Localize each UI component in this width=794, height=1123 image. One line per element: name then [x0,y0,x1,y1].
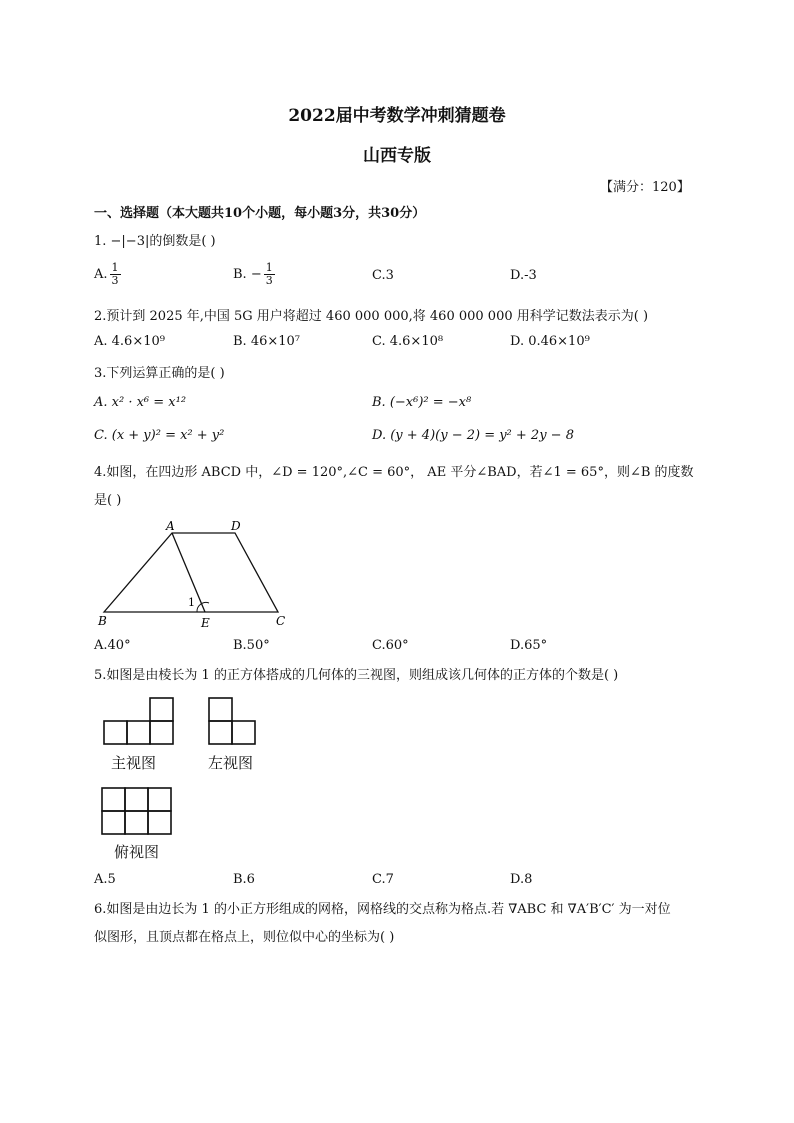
q3-option-b: B. (−x⁶)² = −x⁸ [372,395,472,410]
score-note: 【满分：120】 [600,180,690,195]
q5-option-a: A.5 [94,872,116,887]
q4-option-a: A.40° [94,638,131,653]
question-3-stem: 3.下列运算正确的是( ) [94,366,225,381]
front-view-figure [100,696,180,748]
q1-option-b-prefix: B. − [233,267,262,282]
q1-option-b [233,262,275,287]
q2-option-d: D. 0.46×10⁹ [510,334,590,349]
top-view-figure [98,785,178,837]
q1-b-denominator: 3 [265,274,273,287]
top-view-label: 俯视图 [114,843,160,861]
label-a: A [166,519,175,533]
label-angle-1: 1 [188,596,195,609]
left-view-label: 左视图 [208,754,254,772]
q3-option-a: A. x² · x⁶ = x¹² [94,395,187,410]
q1-a-numerator: 1 [111,261,119,274]
q5-option-c: C.7 [372,872,394,887]
q2-option-c: C. 4.6×10⁸ [372,334,444,349]
q2-option-a: A. 4.6×10⁹ [94,334,165,349]
left-view-figure [205,696,261,748]
label-b: B [98,614,107,628]
q5-option-b: B.6 [233,872,255,887]
q3-option-d: D. (y + 4)(y − 2) = y² + 2y − 8 [372,428,574,443]
q5-option-d: D.8 [510,872,533,887]
q1-option-a [94,262,121,287]
label-c: C [276,614,286,628]
question-4-stem-line1: 4.如图，在四边形 ABCD 中，∠D = 120°,∠C = 60°， AE 平分∠BAD，若∠1 = 65°，则∠B 的度数 [94,465,694,480]
q1-a-denominator: 3 [111,274,119,287]
question-6-stem-line1: 6.如图是由边长为 1 的小正方形组成的网格，网格线的交点称为格点.若 ∇ABC 和 ∇A′B′C′ 为一对位 [94,902,671,917]
q2-option-b: B. 46×10⁷ [233,334,301,349]
q1-b-numerator: 1 [265,261,273,274]
q4-option-c: C.60° [372,638,409,653]
question-6-stem-line2: 似图形，且顶点都在格点上，则位似中心的坐标为( ) [94,930,395,945]
question-1-stem: 1. −|−3|的倒数是( ) [94,234,216,249]
question-4-stem-line2: 是( ) [94,493,122,508]
q3-option-c: C. (x + y)² = x² + y² [94,428,225,443]
exam-subtitle: 山西专版 [363,146,431,166]
q4-option-b: B.50° [233,638,270,653]
q4-option-d: D.65° [510,638,548,653]
label-e: E [201,616,210,630]
quadrilateral-figure [94,515,294,630]
label-d: D [231,519,241,533]
exam-title: 2022届中考数学冲刺猜题卷 [288,106,506,126]
q1-option-d: D.-3 [510,268,537,283]
q1-option-c: C.3 [372,268,394,283]
front-view-label: 主视图 [111,754,157,772]
question-2-stem: 2.预计到 2025 年,中国 5G 用户将超过 460 000 000,将 460 000 000 用科学记数法表示为( ) [94,309,649,324]
question-5-stem: 5.如图是由棱长为 1 的正方体搭成的几何体的三视图，则组成该几何体的正方体的个数是( ) [94,668,619,683]
q1-option-a-prefix: A. [94,267,108,282]
section-heading: 一、选择题（本大题共10个小题，每小题3分，共30分） [94,206,426,221]
